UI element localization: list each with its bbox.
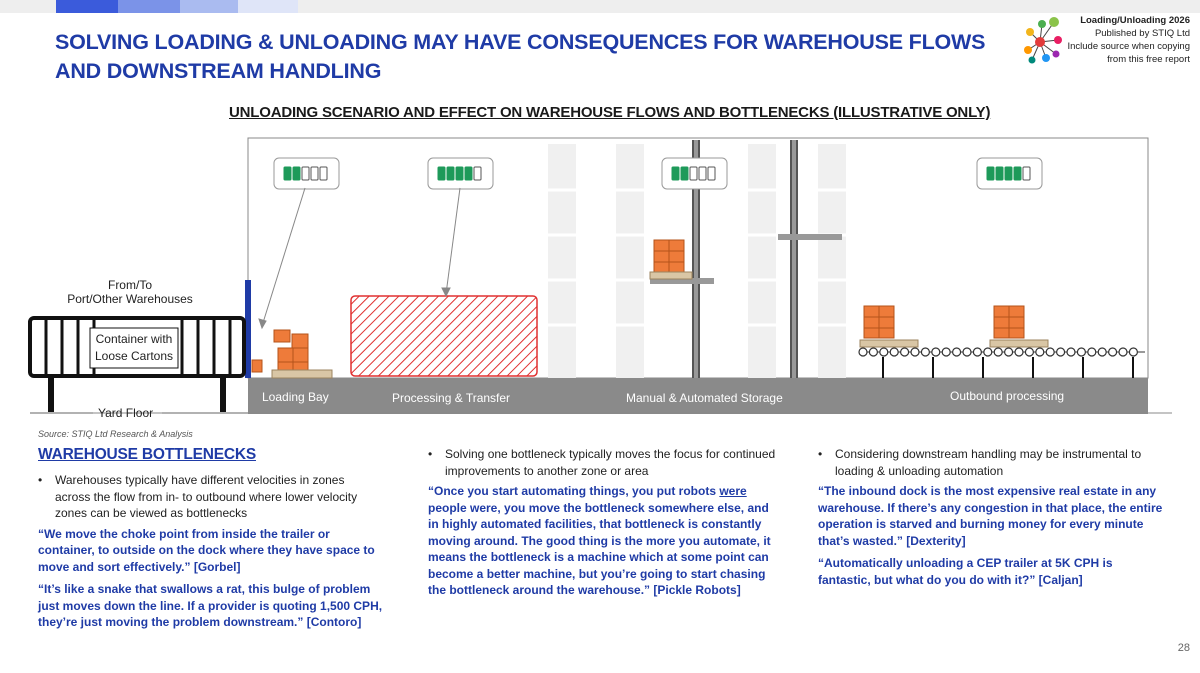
indicator-bar: [1023, 167, 1030, 180]
indicator-bar: [293, 167, 300, 180]
source-note: Source: STIQ Ltd Research & Analysis: [38, 429, 193, 439]
zone-storage: Manual & Automated Storage: [626, 391, 783, 405]
publisher-title: Loading/Unloading 2026: [1080, 15, 1190, 26]
zone-outbound: Outbound processing: [950, 389, 1065, 403]
container-line: Container with: [95, 332, 173, 346]
conveyor-roller: [1046, 348, 1054, 356]
conveyor-roller: [1129, 348, 1137, 356]
indicator-bar: [284, 167, 291, 180]
warehouse-diagram: [0, 130, 1200, 440]
column-bottlenecks: [38, 446, 383, 637]
indicator-bar: [672, 167, 679, 180]
page-title: SOLVING LOADING & UNLOADING MAY HAVE CONSEQUENCES FOR WAREHOUSE FLOWS AND DOWNSTREAM HANDLING: [55, 30, 986, 83]
conveyor-roller: [859, 348, 867, 356]
indicator-bar: [1005, 167, 1012, 180]
column-moving-bottleneck: [428, 446, 778, 605]
conveyor-roller: [963, 348, 971, 356]
conveyor-roller: [1098, 348, 1106, 356]
conveyor-roller: [1067, 348, 1075, 356]
throughput-indicator: [662, 158, 727, 189]
conveyor-roller: [973, 348, 981, 356]
indicator-bar: [302, 167, 309, 180]
publisher-block: [1030, 14, 1190, 66]
conveyor-roller: [932, 348, 940, 356]
quote-part: “Once you start automating things, you put robots: [428, 484, 720, 498]
quote-contoro: “It’s like a snake that swallows a rat, this bulge of problem just moves down the line. If a provider is quoting 1,500 CPH, they’re just moving the problem downstream.” [Contoro]: [38, 582, 383, 629]
top-bar: [0, 0, 1200, 13]
conveyor-roller: [1077, 348, 1085, 356]
from-to-label: [60, 278, 200, 306]
source-note: from this free report: [1107, 54, 1190, 65]
conveyor-roller: [890, 348, 898, 356]
quote-gorbel: “We move the choke point from inside the trailer or container, to outside on the dock where they have space to move and sort effectively.” [Gorbel]: [38, 526, 375, 574]
throughput-indicator: [274, 158, 339, 189]
conveyor-roller: [1015, 348, 1023, 356]
zone-loading-bay: Loading Bay: [262, 390, 329, 404]
page-number: 28: [1177, 642, 1190, 654]
bullet-text: • Warehouses typically have different velocities in zones across the flow from in- to outbound where lower velocity zones can be viewed as bottlenecks: [38, 472, 383, 522]
indicator-bar: [320, 167, 327, 180]
yard-floor-label: Yard Floor: [98, 406, 154, 420]
indicator-bar: [311, 167, 318, 180]
conveyor-roller: [901, 348, 909, 356]
throughput-indicator: [428, 158, 493, 189]
conveyor-roller: [984, 348, 992, 356]
indicator-bar: [456, 167, 463, 180]
conveyor-roller: [953, 348, 961, 356]
indicator-bar: [690, 167, 697, 180]
from-to-line: From/To: [107, 278, 152, 292]
indicator-bar: [474, 167, 481, 180]
conveyor-roller: [1109, 348, 1117, 356]
from-to-line: Port/Other Warehouses: [67, 292, 193, 306]
conveyor-roller: [994, 348, 1002, 356]
publisher-line: Published by STIQ Ltd: [1094, 28, 1190, 39]
conveyor-roller: [1036, 348, 1044, 356]
top-bar-segment: [118, 0, 180, 13]
container-line: Loose Cartons: [94, 349, 174, 363]
indicator-bar: [465, 167, 472, 180]
indicator-bar: [681, 167, 688, 180]
top-bar-segment: [238, 0, 298, 13]
conveyor-roller: [911, 348, 919, 356]
container-label: [90, 331, 178, 365]
zone-processing-transfer: Processing & Transfer: [392, 391, 511, 405]
conveyor-roller: [1005, 348, 1013, 356]
quote-part: people were, you move the bottleneck somewhere else, and in highly automated facilities, that bottleneck is constantly moving around. The good thing is the more you automate, it means the bottleneck is a machine which at some point can become a better machine, but you’re going to start chasing the bottleneck around the warehouse.” [Pickle Robots]: [428, 500, 771, 597]
indicator-bar: [708, 167, 715, 180]
processing-bottleneck-area: [351, 296, 537, 376]
quote-pickle-robots: [428, 483, 778, 599]
quote-dexterity: “The inbound dock is the most expensive real estate in any warehouse. If there’s any congestion in that place, the entire operation is starved and burning money for every minute that’s wasted.” [Dexterity]: [818, 484, 1163, 548]
bullet-text: • Solving one bottleneck typically moves the focus for continued improvements to another zone or area: [428, 446, 778, 479]
bullet-text: • Considering downstream handling may be instrumental to loading & unloading automation: [818, 446, 1163, 479]
indicator-bar: [438, 167, 445, 180]
top-bar-segment: [56, 0, 118, 13]
conveyor-roller: [921, 348, 929, 356]
source-note: Include source when copying: [1067, 41, 1190, 52]
indicator-bar: [987, 167, 994, 180]
quote-part-underlined: were: [719, 484, 747, 498]
indicator-bar: [996, 167, 1003, 180]
conveyor-roller: [1088, 348, 1096, 356]
conveyor-roller: [942, 348, 950, 356]
indicator-bar: [1014, 167, 1021, 180]
section-heading: WAREHOUSE BOTTLENECKS: [38, 446, 256, 463]
indicator-bar: [699, 167, 706, 180]
throughput-indicator: [977, 158, 1042, 189]
conveyor-roller: [1119, 348, 1127, 356]
indicator-bar: [447, 167, 454, 180]
quote-caljan: “Automatically unloading a CEP trailer at 5K CPH is fantastic, but what do you do with it?” [Caljan]: [818, 556, 1113, 587]
top-bar-segment: [180, 0, 238, 13]
conveyor-roller: [869, 348, 877, 356]
column-downstream: [818, 446, 1163, 594]
conveyor-roller: [1057, 348, 1065, 356]
conveyor-roller: [880, 348, 888, 356]
conveyor-roller: [1025, 348, 1033, 356]
diagram-subtitle: UNLOADING SCENARIO AND EFFECT ON WAREHOUSE FLOWS AND BOTTLENECKS (ILLUSTRATIVE ONLY): [229, 104, 991, 121]
